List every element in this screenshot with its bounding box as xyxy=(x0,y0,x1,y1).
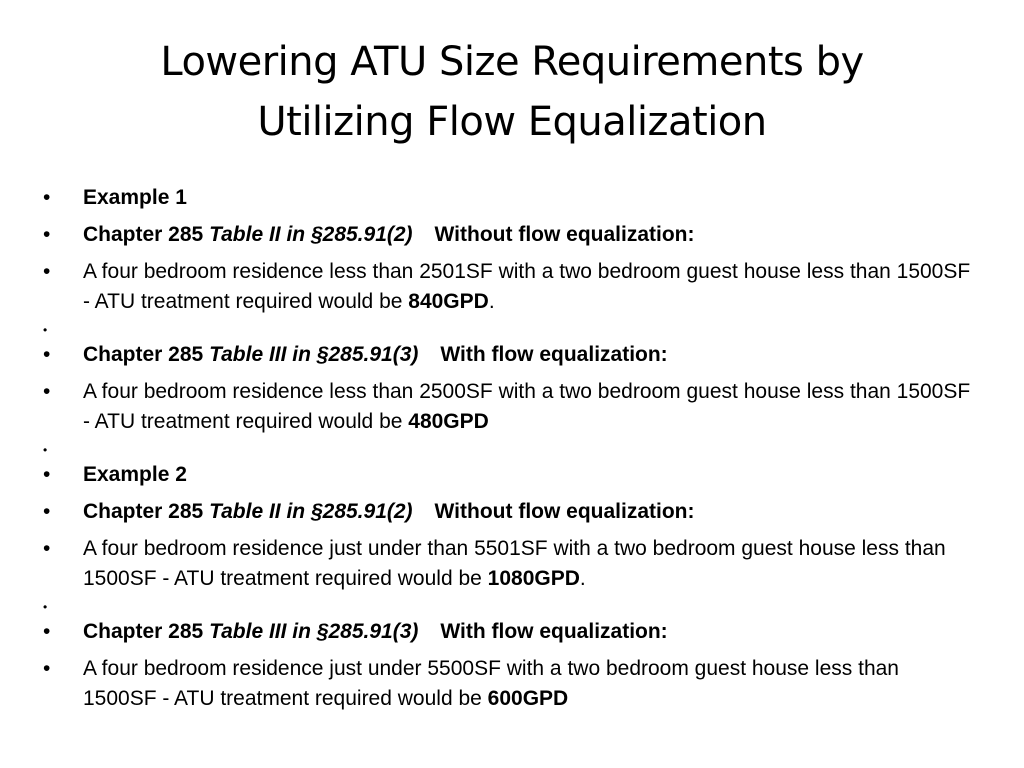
bullet-icon: • xyxy=(43,620,51,643)
example-2-with-text xyxy=(43,654,973,714)
bullet-icon: • xyxy=(43,223,51,246)
table-reference: Table II in §285.91(2) xyxy=(209,500,413,523)
chapter-label: Chapter 285 xyxy=(83,223,204,246)
gpd-value: 840GPD xyxy=(408,290,489,313)
example-2-with-heading xyxy=(43,617,973,647)
example-2-without-heading xyxy=(43,497,973,527)
example-1-without-text xyxy=(43,257,973,317)
suffix: . xyxy=(579,567,586,590)
example-1-heading xyxy=(43,183,973,213)
empty-bullet xyxy=(43,601,973,615)
bullet-icon: • xyxy=(43,537,51,560)
empty-bullet xyxy=(43,444,973,458)
bullet-icon: • xyxy=(43,323,48,337)
equalization-label: Without flow equalization: xyxy=(434,223,695,246)
bullet-icon: • xyxy=(43,186,51,209)
chapter-label: Chapter 285 xyxy=(83,343,204,366)
example-2-without-text xyxy=(43,534,973,594)
table-reference: Table III in §285.91(3) xyxy=(209,343,419,366)
bullet-icon: • xyxy=(43,443,48,457)
bullet-icon: • xyxy=(43,380,51,403)
example-heading-text: Example 2 xyxy=(83,463,187,486)
requirement-text: A four bedroom residence just under than 5501SF with a two bedroom guest house less than 1500SF - ATU treatment required would be xyxy=(83,537,946,590)
slide-title-line-2: Utilizing Flow Equalization xyxy=(257,99,767,145)
table-reference: Table III in §285.91(3) xyxy=(209,620,419,643)
example-heading-text: Example 1 xyxy=(83,186,187,209)
example-2-heading xyxy=(43,460,973,490)
chapter-label: Chapter 285 xyxy=(83,500,204,523)
gpd-value: 480GPD xyxy=(408,410,489,433)
slide-title-line-1: Lowering ATU Size Requirements by xyxy=(160,39,864,85)
bullet-icon: • xyxy=(43,463,51,486)
bullet-icon: • xyxy=(43,600,48,614)
chapter-label: Chapter 285 xyxy=(83,620,204,643)
bullet-icon: • xyxy=(43,500,51,523)
empty-bullet xyxy=(43,324,973,338)
gpd-value: 1080GPD xyxy=(487,567,580,590)
equalization-label: With flow equalization: xyxy=(440,343,668,366)
slide-title xyxy=(0,32,1024,152)
bullet-icon: • xyxy=(43,260,51,283)
bullet-list xyxy=(43,183,973,721)
example-1-without-heading xyxy=(43,220,973,250)
gpd-value: 600GPD xyxy=(487,687,569,710)
requirement-text: A four bedroom residence less than 2501SF with a two bedroom guest house less than 1500SF - ATU treatment required would be xyxy=(83,260,971,313)
requirement-text: A four bedroom residence less than 2500SF with a two bedroom guest house less than 1500SF - ATU treatment required would be xyxy=(83,380,971,433)
bullet-icon: • xyxy=(43,343,51,366)
bullet-icon: • xyxy=(43,657,51,680)
requirement-text: A four bedroom residence just under 5500SF with a two bedroom guest house less than 1500SF - ATU treatment required would be xyxy=(83,657,899,710)
equalization-label: With flow equalization: xyxy=(440,620,668,643)
example-1-with-heading xyxy=(43,340,973,370)
equalization-label: Without flow equalization: xyxy=(434,500,695,523)
table-reference: Table II in §285.91(2) xyxy=(209,223,413,246)
suffix: . xyxy=(488,290,495,313)
example-1-with-text xyxy=(43,377,973,437)
